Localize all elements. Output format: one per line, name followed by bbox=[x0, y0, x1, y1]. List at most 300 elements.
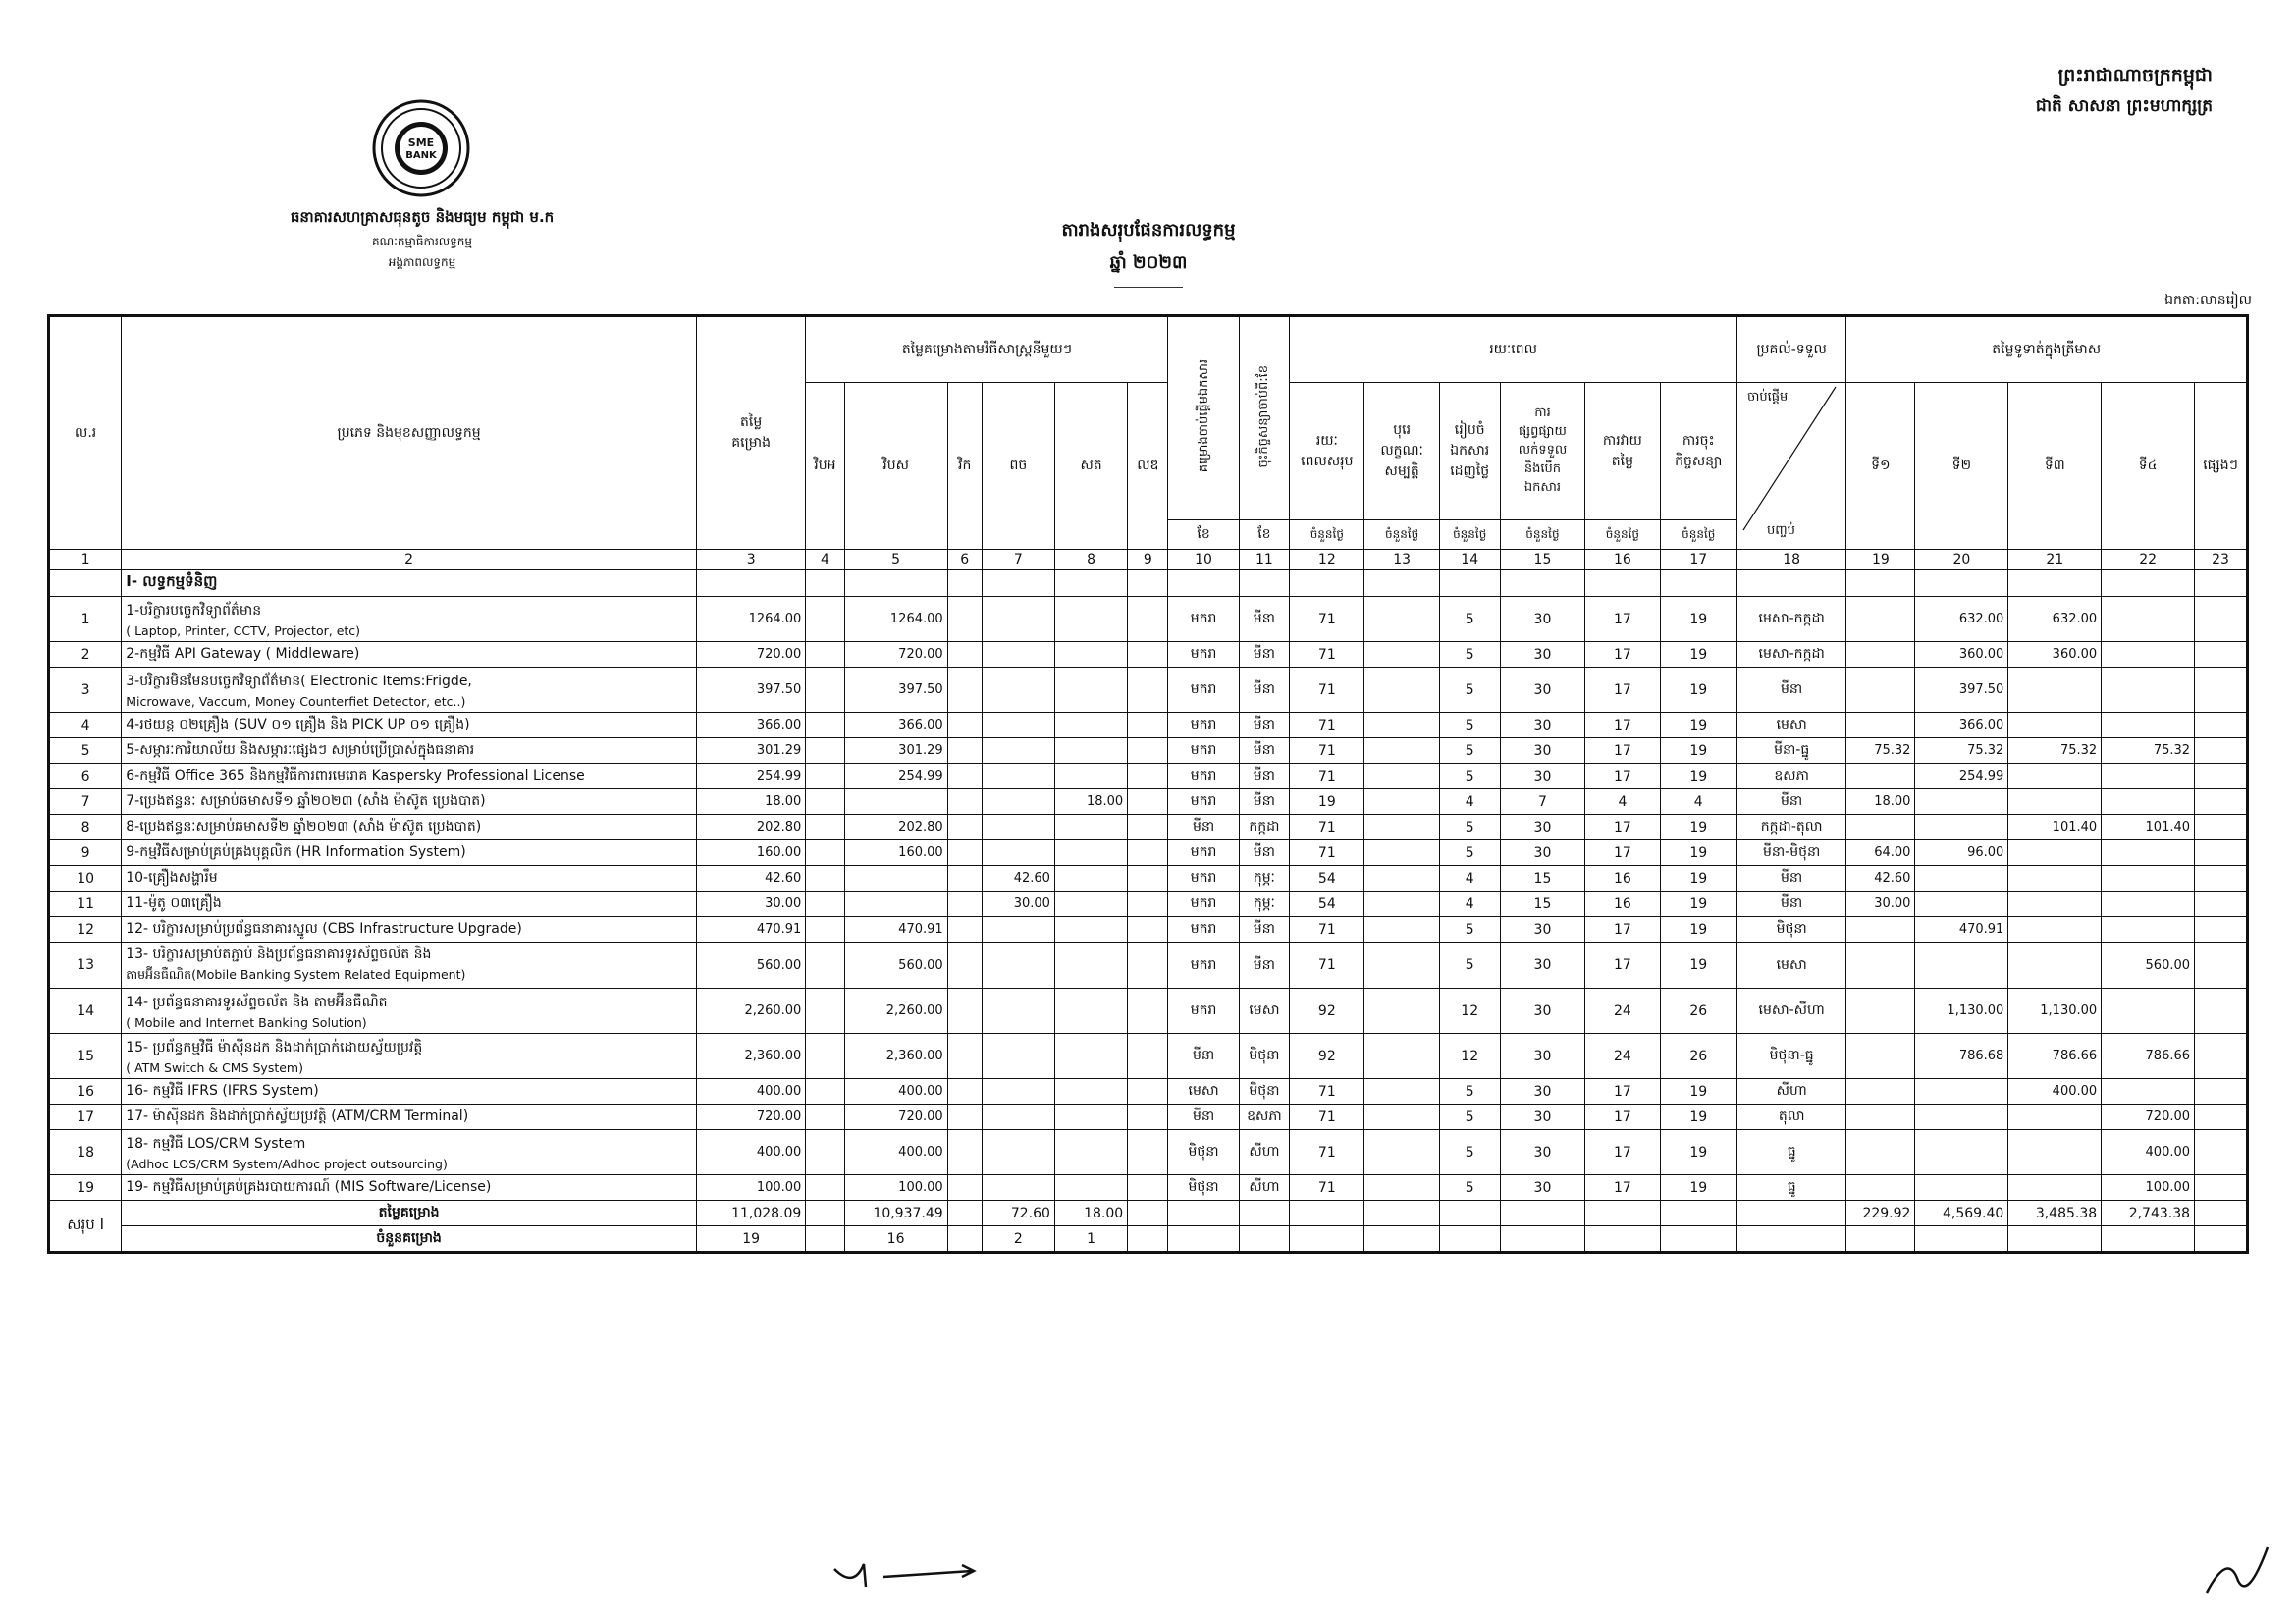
column-number: 12 bbox=[1290, 550, 1364, 570]
org-name: ធនាគារសហគ្រាសធុនតូច និងមធ្យម កម្ពុជា ម.ក bbox=[290, 208, 555, 226]
item-description bbox=[122, 713, 697, 738]
item-sk bbox=[1054, 840, 1127, 866]
item-number: 9 bbox=[49, 840, 122, 866]
item-lsh bbox=[1128, 764, 1168, 789]
item-pk bbox=[947, 840, 982, 866]
item-lsh bbox=[1128, 738, 1168, 764]
item-row bbox=[49, 789, 2248, 815]
item-q2: 75.32 bbox=[1915, 738, 2008, 764]
item-sk bbox=[1054, 815, 1127, 840]
item-qo bbox=[2195, 668, 2248, 713]
item-q1 bbox=[1846, 989, 1915, 1034]
item-pbs: 400.00 bbox=[844, 1079, 947, 1105]
item-dp bbox=[1364, 668, 1439, 713]
item-deliv: មីនា bbox=[1736, 668, 1845, 713]
item-dd: 4 bbox=[1439, 866, 1500, 892]
item-q4: 101.40 bbox=[2102, 815, 2195, 840]
item-pbh bbox=[806, 892, 844, 917]
column-number: 10 bbox=[1168, 550, 1239, 570]
item-pbs bbox=[844, 866, 947, 892]
item-deliv: មីនា-មិថុនា bbox=[1736, 840, 1845, 866]
item-dp bbox=[1364, 815, 1439, 840]
header-delivery-end: បញ្ចប់ bbox=[1766, 523, 1795, 538]
item-title: 10-គ្រឿងសង្ហារឹម bbox=[126, 870, 218, 886]
item-start: មករា bbox=[1168, 989, 1239, 1034]
item-pk bbox=[947, 1130, 982, 1175]
item-row bbox=[49, 917, 2248, 943]
item-qo bbox=[2195, 764, 2248, 789]
section-row bbox=[49, 570, 2248, 597]
unit-days-eval: ចំនួនថ្ងៃ bbox=[1585, 520, 1660, 550]
item-lsh bbox=[1128, 943, 1168, 989]
item-title: 4-រថយន្ត ០២គ្រឿង (SUV ០១ គ្រឿង និង PICK UP ០១ គ្រឿង) bbox=[126, 717, 470, 732]
item-q3: 360.00 bbox=[2008, 642, 2102, 668]
item-deliv: ធ្នូ bbox=[1736, 1130, 1845, 1175]
item-sign: មីនា bbox=[1239, 668, 1290, 713]
item-dp bbox=[1364, 1034, 1439, 1079]
item-pch bbox=[982, 764, 1054, 789]
item-q4: 100.00 bbox=[2102, 1175, 2195, 1201]
item-dd: 12 bbox=[1439, 1034, 1500, 1079]
header-delivery-group: ប្រគល់-ទទួល bbox=[1736, 316, 1845, 383]
item-start: មករា bbox=[1168, 943, 1239, 989]
item-sign: មីនា bbox=[1239, 713, 1290, 738]
item-sk bbox=[1054, 597, 1127, 642]
item-lsh bbox=[1128, 866, 1168, 892]
item-sign: មីនា bbox=[1239, 917, 1290, 943]
item-description bbox=[122, 668, 697, 713]
header-q3: ទី៣ bbox=[2008, 383, 2102, 550]
item-start: មីនា bbox=[1168, 1105, 1239, 1130]
total-estimate: 11,028.09 bbox=[696, 1201, 805, 1226]
item-q3 bbox=[2008, 789, 2102, 815]
item-number: 8 bbox=[49, 815, 122, 840]
unit-days-docprep: ចំនួនថ្ងៃ bbox=[1439, 520, 1500, 550]
item-dp bbox=[1364, 943, 1439, 989]
item-row bbox=[49, 866, 2248, 892]
header-method-pbs: វិបស bbox=[844, 383, 947, 550]
item-dp bbox=[1364, 738, 1439, 764]
item-sk bbox=[1054, 989, 1127, 1034]
item-dt: 92 bbox=[1290, 989, 1364, 1034]
item-q4 bbox=[2102, 892, 2195, 917]
item-pch bbox=[982, 713, 1054, 738]
item-title: 8-ប្រេងឥន្ធនៈសម្រាប់ឆមាសទី២ ឆ្នាំ២០២៣ (សាំង ម៉ាស៊ូត ប្រេងបាត) bbox=[126, 819, 482, 835]
item-lsh bbox=[1128, 642, 1168, 668]
item-dt: 54 bbox=[1290, 866, 1364, 892]
item-description bbox=[122, 989, 697, 1034]
item-q1 bbox=[1846, 597, 1915, 642]
document-title bbox=[982, 218, 1315, 288]
item-number: 3 bbox=[49, 668, 122, 713]
item-pbh bbox=[806, 597, 844, 642]
organization-block bbox=[216, 208, 628, 272]
item-est: 18.00 bbox=[696, 789, 805, 815]
item-est: 400.00 bbox=[696, 1130, 805, 1175]
item-start: មករា bbox=[1168, 917, 1239, 943]
header-duration-open: ការ ផ្សព្វផ្សាយ លក់ទទួល និងបើក ឯកសារ bbox=[1500, 383, 1585, 520]
title-year: ឆ្នាំ ២០២៣ bbox=[1109, 252, 1188, 273]
item-lsh bbox=[1128, 1130, 1168, 1175]
item-de: 16 bbox=[1585, 866, 1660, 892]
item-pbh bbox=[806, 738, 844, 764]
item-sk bbox=[1054, 1079, 1127, 1105]
item-dp bbox=[1364, 866, 1439, 892]
item-qo bbox=[2195, 713, 2248, 738]
item-pk bbox=[947, 789, 982, 815]
item-q3 bbox=[2008, 943, 2102, 989]
header-delivery-start-end bbox=[1736, 383, 1845, 550]
item-dd: 5 bbox=[1439, 1105, 1500, 1130]
item-number: 16 bbox=[49, 1079, 122, 1105]
item-pbh bbox=[806, 840, 844, 866]
item-deliv: មេសា bbox=[1736, 713, 1845, 738]
item-start: មករា bbox=[1168, 866, 1239, 892]
header-method-pch: ពច bbox=[982, 383, 1054, 550]
item-sign: មិថុនា bbox=[1239, 1034, 1290, 1079]
item-sign: មីនា bbox=[1239, 840, 1290, 866]
item-sign: កុម្ភៈ bbox=[1239, 866, 1290, 892]
item-description bbox=[122, 1105, 697, 1130]
item-number: 14 bbox=[49, 989, 122, 1034]
item-title: 11-ម៉ូតូ ០៣គ្រឿង bbox=[126, 895, 222, 911]
header-method-pk: វិក bbox=[947, 383, 982, 550]
item-dt: 71 bbox=[1290, 1105, 1364, 1130]
header-delivery-start: ចាប់ផ្តើម bbox=[1746, 390, 1789, 405]
item-title: 6-កម្មវិធី Office 365 និងកម្មវិធីការពារមេរោគ Kaspersky Professional License bbox=[126, 768, 585, 784]
item-pch: 42.60 bbox=[982, 866, 1054, 892]
item-qo bbox=[2195, 789, 2248, 815]
item-row bbox=[49, 815, 2248, 840]
item-description bbox=[122, 764, 697, 789]
item-dt: 71 bbox=[1290, 597, 1364, 642]
item-de: 24 bbox=[1585, 1034, 1660, 1079]
item-pbs: 400.00 bbox=[844, 1130, 947, 1175]
item-ds: 19 bbox=[1660, 892, 1736, 917]
count-pbs: 16 bbox=[844, 1226, 947, 1253]
item-row bbox=[49, 642, 2248, 668]
item-ds: 19 bbox=[1660, 866, 1736, 892]
item-q4 bbox=[2102, 1079, 2195, 1105]
item-de: 17 bbox=[1585, 943, 1660, 989]
item-est: 400.00 bbox=[696, 1079, 805, 1105]
item-ds: 19 bbox=[1660, 597, 1736, 642]
total-q2: 4,569.40 bbox=[1915, 1201, 2008, 1226]
item-sk bbox=[1054, 1175, 1127, 1201]
item-q2 bbox=[1915, 1130, 2008, 1175]
item-number: 13 bbox=[49, 943, 122, 989]
item-start: មីនា bbox=[1168, 815, 1239, 840]
item-number: 1 bbox=[49, 597, 122, 642]
item-q1 bbox=[1846, 917, 1915, 943]
item-row bbox=[49, 1130, 2248, 1175]
item-q2: 96.00 bbox=[1915, 840, 2008, 866]
kingdom-line: ព្រះរាជាណាចក្រកម្ពុជា bbox=[2057, 65, 2213, 86]
item-number: 5 bbox=[49, 738, 122, 764]
item-qo bbox=[2195, 943, 2248, 989]
item-de: 17 bbox=[1585, 1130, 1660, 1175]
item-dp bbox=[1364, 642, 1439, 668]
item-pbs: 2,260.00 bbox=[844, 989, 947, 1034]
item-est: 301.29 bbox=[696, 738, 805, 764]
item-sk bbox=[1054, 866, 1127, 892]
item-de: 17 bbox=[1585, 738, 1660, 764]
item-lsh bbox=[1128, 713, 1168, 738]
item-do: 30 bbox=[1500, 597, 1585, 642]
item-pbh bbox=[806, 642, 844, 668]
item-description bbox=[122, 1079, 697, 1105]
total-q4: 2,743.38 bbox=[2102, 1201, 2195, 1226]
item-pch bbox=[982, 989, 1054, 1034]
item-sign: មីនា bbox=[1239, 943, 1290, 989]
item-q3 bbox=[2008, 1105, 2102, 1130]
item-q4 bbox=[2102, 713, 2195, 738]
item-number: 10 bbox=[49, 866, 122, 892]
item-dt: 71 bbox=[1290, 1175, 1364, 1201]
item-q3 bbox=[2008, 840, 2102, 866]
item-deliv: មេសា bbox=[1736, 943, 1845, 989]
item-ds: 26 bbox=[1660, 989, 1736, 1034]
item-number: 6 bbox=[49, 764, 122, 789]
item-q4 bbox=[2102, 917, 2195, 943]
column-number: 13 bbox=[1364, 550, 1439, 570]
total-pbs: 10,937.49 bbox=[844, 1201, 947, 1226]
total-count-label: ចំនួនគម្រោង bbox=[122, 1226, 697, 1253]
item-q1: 30.00 bbox=[1846, 892, 1915, 917]
column-number: 16 bbox=[1585, 550, 1660, 570]
item-q4: 560.00 bbox=[2102, 943, 2195, 989]
item-est: 202.80 bbox=[696, 815, 805, 840]
item-description bbox=[122, 917, 697, 943]
item-pch bbox=[982, 1034, 1054, 1079]
total-count-row bbox=[49, 1226, 2248, 1253]
unit-label: ឯកតា:លានរៀល bbox=[2164, 293, 2252, 308]
column-number: 19 bbox=[1846, 550, 1915, 570]
item-dd: 5 bbox=[1439, 713, 1500, 738]
item-q3 bbox=[2008, 1175, 2102, 1201]
item-pk bbox=[947, 1079, 982, 1105]
item-dp bbox=[1364, 917, 1439, 943]
item-title: 18- កម្មវិធី LOS/CRM System bbox=[126, 1135, 306, 1152]
item-row bbox=[49, 989, 2248, 1034]
item-qo bbox=[2195, 917, 2248, 943]
item-est: 1264.00 bbox=[696, 597, 805, 642]
total-value-row bbox=[49, 1201, 2248, 1226]
item-pk bbox=[947, 866, 982, 892]
item-q1 bbox=[1846, 1079, 1915, 1105]
item-q2: 360.00 bbox=[1915, 642, 2008, 668]
item-pch: 30.00 bbox=[982, 892, 1054, 917]
item-deliv: ធ្នូ bbox=[1736, 1175, 1845, 1201]
item-sk bbox=[1054, 738, 1127, 764]
column-number: 7 bbox=[982, 550, 1054, 570]
item-start: មិថុនា bbox=[1168, 1130, 1239, 1175]
org-committee: គណៈកម្មាធិការលទ្ធកម្ម bbox=[371, 235, 473, 248]
unit-days-prequal: ចំនួនថ្ងៃ bbox=[1364, 520, 1439, 550]
item-title: 15- ប្រព័ន្ធកម្មវិធី ម៉ាស៊ីនដក និងដាក់ប្រាក់ដោយស្វ័យប្រវត្តិ bbox=[126, 1039, 423, 1055]
item-title: 7-ប្រេងឥន្ធនៈ សម្រាប់ឆមាសទី១ ឆ្នាំ២០២៣ (សាំង ម៉ាស៊ូត ប្រេងបាត) bbox=[126, 793, 486, 809]
item-de: 4 bbox=[1585, 789, 1660, 815]
item-pch bbox=[982, 840, 1054, 866]
item-start: មករា bbox=[1168, 840, 1239, 866]
item-q1 bbox=[1846, 764, 1915, 789]
column-number: 14 bbox=[1439, 550, 1500, 570]
item-pbh bbox=[806, 815, 844, 840]
item-q3: 400.00 bbox=[2008, 1079, 2102, 1105]
item-est: 254.99 bbox=[696, 764, 805, 789]
item-dp bbox=[1364, 597, 1439, 642]
item-sk bbox=[1054, 1130, 1127, 1175]
item-est: 30.00 bbox=[696, 892, 805, 917]
item-dd: 5 bbox=[1439, 1130, 1500, 1175]
item-q4 bbox=[2102, 989, 2195, 1034]
item-subtitle: ( Mobile and Internet Banking Solution) bbox=[126, 1014, 367, 1030]
item-deliv: មីនា bbox=[1736, 789, 1845, 815]
item-qo bbox=[2195, 840, 2248, 866]
item-de: 17 bbox=[1585, 840, 1660, 866]
item-pbh bbox=[806, 943, 844, 989]
item-do: 30 bbox=[1500, 1175, 1585, 1201]
item-start: មករា bbox=[1168, 642, 1239, 668]
item-deliv: សីហា bbox=[1736, 1079, 1845, 1105]
item-pbh bbox=[806, 1034, 844, 1079]
item-sign: សីហា bbox=[1239, 1175, 1290, 1201]
item-number: 17 bbox=[49, 1105, 122, 1130]
header-method-sk: សត bbox=[1054, 383, 1127, 550]
item-ds: 19 bbox=[1660, 738, 1736, 764]
item-subtitle: តាមអ៊ីនធឺណិត(Mobile Banking System Related Equipment) bbox=[126, 967, 466, 982]
item-title: 19- កម្មវិធីសម្រាប់គ្រប់គ្រងរបាយការណ៍ (MIS Software/License) bbox=[126, 1179, 492, 1195]
header-duration-eval: ការវាយ តម្លៃ bbox=[1585, 383, 1660, 520]
item-description bbox=[122, 1034, 697, 1079]
item-est: 397.50 bbox=[696, 668, 805, 713]
item-q4 bbox=[2102, 866, 2195, 892]
item-do: 15 bbox=[1500, 866, 1585, 892]
item-dd: 4 bbox=[1439, 892, 1500, 917]
item-title: 9-កម្មវិធីសម្រាប់គ្រប់គ្រងបុគ្គលិក (HR Information System) bbox=[126, 844, 466, 860]
item-q2 bbox=[1915, 1105, 2008, 1130]
item-est: 42.60 bbox=[696, 866, 805, 892]
item-ds: 4 bbox=[1660, 789, 1736, 815]
item-pbs: 2,360.00 bbox=[844, 1034, 947, 1079]
unit-days-open: ចំនួនថ្ងៃ bbox=[1500, 520, 1585, 550]
item-lsh bbox=[1128, 668, 1168, 713]
item-pbs: 100.00 bbox=[844, 1175, 947, 1201]
item-title: 3-បរិក្ខារមិនមែនបច្ចេកវិទ្យាព័ត៌មាន( Electronic Items:Frigde, bbox=[126, 673, 472, 689]
item-est: 366.00 bbox=[696, 713, 805, 738]
item-de: 16 bbox=[1585, 892, 1660, 917]
item-pbh bbox=[806, 1079, 844, 1105]
item-do: 30 bbox=[1500, 738, 1585, 764]
item-q2: 397.50 bbox=[1915, 668, 2008, 713]
item-pbs: 470.91 bbox=[844, 917, 947, 943]
unit-month-sign: ខែ bbox=[1239, 520, 1290, 550]
item-deliv: មេសា-កក្កដា bbox=[1736, 597, 1845, 642]
unit-days-total: ចំនួនថ្ងៃ bbox=[1290, 520, 1364, 550]
column-number: 23 bbox=[2195, 550, 2248, 570]
item-pbh bbox=[806, 866, 844, 892]
item-est: 2,260.00 bbox=[696, 989, 805, 1034]
item-q4: 75.32 bbox=[2102, 738, 2195, 764]
item-title: 14- ប្រព័ន្ធធនាគារទូរស័ព្ទចល័ត និង តាមអ៊ីនធឺណិត bbox=[126, 994, 388, 1010]
item-sk bbox=[1054, 943, 1127, 989]
item-q2 bbox=[1915, 866, 2008, 892]
section-title: I- លទ្ធកម្មទំនិញ bbox=[122, 570, 697, 597]
item-est: 560.00 bbox=[696, 943, 805, 989]
item-title: 13- បរិក្ខារសម្រាប់តភ្ជាប់ និងប្រព័ន្ធធនាគារទូរស័ព្ទចល័ត និង bbox=[126, 947, 432, 962]
header-duration-group: រយៈពេល bbox=[1290, 316, 1737, 383]
item-deliv: មេសា-សីហា bbox=[1736, 989, 1845, 1034]
item-pk bbox=[947, 738, 982, 764]
item-q4 bbox=[2102, 764, 2195, 789]
unit-days-sign: ចំនួនថ្ងៃ bbox=[1660, 520, 1736, 550]
item-description bbox=[122, 815, 697, 840]
item-pk bbox=[947, 917, 982, 943]
item-ds: 26 bbox=[1660, 1034, 1736, 1079]
item-dp bbox=[1364, 989, 1439, 1034]
item-q1: 42.60 bbox=[1846, 866, 1915, 892]
item-sk bbox=[1054, 764, 1127, 789]
item-pbh bbox=[806, 917, 844, 943]
item-row bbox=[49, 597, 2248, 642]
item-dp bbox=[1364, 1130, 1439, 1175]
item-title: 17- ម៉ាស៊ីនដក និងដាក់ប្រាក់ស្វ័យប្រវត្តិ (ATM/CRM Terminal) bbox=[126, 1109, 469, 1124]
item-pk bbox=[947, 1105, 982, 1130]
item-do: 30 bbox=[1500, 713, 1585, 738]
item-dd: 4 bbox=[1439, 789, 1500, 815]
item-sk bbox=[1054, 668, 1127, 713]
item-pch bbox=[982, 1079, 1054, 1105]
header-duration-sign: ការចុះ កិច្ចសន្យា bbox=[1660, 383, 1736, 520]
item-de: 17 bbox=[1585, 713, 1660, 738]
item-start: មករា bbox=[1168, 713, 1239, 738]
item-de: 17 bbox=[1585, 917, 1660, 943]
total-label: សរុប I bbox=[49, 1201, 122, 1253]
item-q4 bbox=[2102, 789, 2195, 815]
item-description bbox=[122, 738, 697, 764]
plan-table-body bbox=[49, 550, 2248, 1201]
item-title: 12- បរិក្ខារសម្រាប់ប្រព័ន្ធធនាគារស្នូល (CBS Infrastructure Upgrade) bbox=[126, 921, 522, 937]
item-ds: 19 bbox=[1660, 764, 1736, 789]
item-do: 30 bbox=[1500, 764, 1585, 789]
item-description bbox=[122, 892, 697, 917]
item-qo bbox=[2195, 597, 2248, 642]
item-do: 30 bbox=[1500, 815, 1585, 840]
item-dt: 71 bbox=[1290, 815, 1364, 840]
item-q2 bbox=[1915, 1079, 2008, 1105]
item-q2: 632.00 bbox=[1915, 597, 2008, 642]
column-number: 6 bbox=[947, 550, 982, 570]
column-number: 18 bbox=[1736, 550, 1845, 570]
item-q1 bbox=[1846, 815, 1915, 840]
item-pch bbox=[982, 943, 1054, 989]
item-q2: 470.91 bbox=[1915, 917, 2008, 943]
kingdom-motto bbox=[2036, 64, 2213, 120]
item-sign: ឧសភា bbox=[1239, 1105, 1290, 1130]
item-pch bbox=[982, 789, 1054, 815]
item-do: 30 bbox=[1500, 1130, 1585, 1175]
column-number: 4 bbox=[806, 550, 844, 570]
item-deliv: ឧសភា bbox=[1736, 764, 1845, 789]
item-pk bbox=[947, 815, 982, 840]
item-q2: 366.00 bbox=[1915, 713, 2008, 738]
item-dt: 71 bbox=[1290, 840, 1364, 866]
item-qo bbox=[2195, 1034, 2248, 1079]
plan-table-frame bbox=[47, 314, 2249, 1254]
item-dt: 54 bbox=[1290, 892, 1364, 917]
item-deliv: មីនា bbox=[1736, 866, 1845, 892]
item-dt: 71 bbox=[1290, 1079, 1364, 1105]
